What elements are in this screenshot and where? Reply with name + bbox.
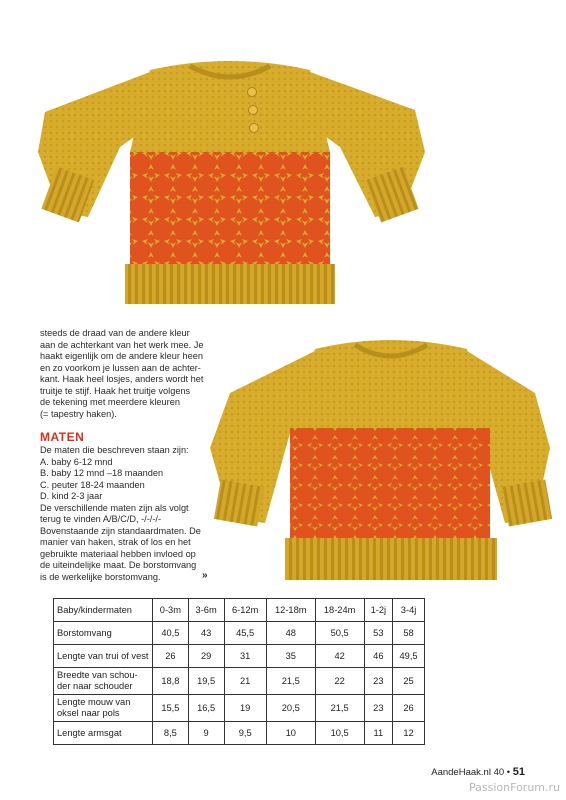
table-cell: 21 [224,668,266,695]
column-header: 0-3m [153,599,189,622]
page-footer [431,766,525,778]
table-cell: 21,5 [266,668,315,695]
page-number: 51 [512,766,525,778]
table-cell: 43 [188,622,224,645]
table-cell: 48 [266,622,315,645]
row-label: Lengte armsgat [54,722,153,745]
intro-line: haakt eigenlijk om de andere kleur heen [40,351,203,361]
intro-paragraph [40,328,210,420]
intro-line: aan de achterkant van het werk mee. Je [40,339,204,350]
table-cell: 49,5 [393,645,425,668]
maten-paragraph [40,445,215,583]
table-cell: 46 [364,645,393,668]
maten-line: De verschillende maten zijn als volgt [40,502,189,513]
table-row [54,668,425,695]
maten-line: A. baby 6-12 mnd [40,456,113,467]
table-cell: 29 [188,645,224,668]
table-header-row [54,599,425,622]
row-label: Borstomvang [54,622,153,645]
size-table [53,598,425,745]
table-cell: 16,5 [188,695,224,722]
section-heading-maten: MATEN [40,430,85,444]
intro-line: steeds de draad van de andere kleur [40,328,190,338]
column-header: 12-18m [266,599,315,622]
intro-line: en zo voorkom je lussen aan de achter- [40,362,201,373]
footer-site: AandeHaak.nl 40 [431,767,505,778]
table-cell: 9 [188,722,224,745]
table-cell: 10,5 [315,722,364,745]
column-header: 1-2j [364,599,393,622]
maten-line: terug te vinden A/B/C/D, -/-/-/- [40,514,162,524]
table-row [54,722,425,745]
column-header: 3-4j [393,599,425,622]
sweater-photo-top [30,52,430,307]
row-label: Breedte van schou-der naar schouder [54,668,153,695]
column-header: 6-12m [224,599,266,622]
table-cell: 45,5 [224,622,266,645]
maten-line: B. baby 12 mnd –18 maanden [40,468,164,478]
intro-line: truitje te stijf. Haak het truitje volgens [40,385,191,396]
table-cell: 21,5 [315,695,364,722]
table-cell: 58 [393,622,425,645]
row-label: Lengte mouw van oksel naar pols [54,695,153,722]
table-cell: 23 [364,668,393,695]
intro-line: kant. Haak heel losjes, anders wordt het [40,374,204,384]
table-cell: 19,5 [188,668,224,695]
table-cell: 42 [315,645,364,668]
sweater-illustration-top [30,52,430,307]
sweater-photo-bottom [205,333,565,583]
column-header: Baby/kindermaten [54,599,153,622]
column-header: 3-6m [188,599,224,622]
table-cell: 23 [364,695,393,722]
maten-line: Bovenstaande zijn standaardmaten. De [40,525,201,536]
maten-line: De maten die beschreven staan zijn: [40,445,189,455]
table-cell: 20,5 [266,695,315,722]
maten-line: de uiteindelijke maat. De borstomvang [40,560,197,570]
table-cell: 15,5 [153,695,189,722]
table-cell: 26 [393,695,425,722]
table-cell: 19 [224,695,266,722]
table-cell: 18,8 [153,668,189,695]
watermark: PassionForum.ru [469,781,560,794]
continue-arrow-icon: » [202,570,208,581]
table-cell: 10 [266,722,315,745]
table-cell: 26 [153,645,189,668]
table-cell: 50,5 [315,622,364,645]
table-cell: 12 [393,722,425,745]
row-label: Lengte van trui of vest [54,645,153,668]
intro-line: de tekening met meerdere kleuren [40,397,180,407]
table-cell: 25 [393,668,425,695]
maten-line: manier van haken, strak of los en het [40,537,191,547]
table-row [54,695,425,722]
sweater-illustration-bottom [205,333,565,583]
column-header: 18-24m [315,599,364,622]
table-cell: 8,5 [153,722,189,745]
maten-line: D. kind 2-3 jaar [40,491,103,501]
footer-bullet: • [506,767,511,778]
maten-line: gebruikte materiaal hebben invloed op [40,548,196,559]
table-cell: 53 [364,622,393,645]
table-cell: 40,5 [153,622,189,645]
table-cell: 31 [224,645,266,668]
table-cell: 22 [315,668,364,695]
intro-line: (= tapestry haken). [40,408,117,419]
maten-line: C. peuter 18-24 maanden [40,479,145,490]
table-cell: 9,5 [224,722,266,745]
table-row [54,645,425,668]
table-cell: 35 [266,645,315,668]
table-row [54,622,425,645]
maten-line: is de werkelijke borstomvang. [40,571,161,582]
table-cell: 11 [364,722,393,745]
